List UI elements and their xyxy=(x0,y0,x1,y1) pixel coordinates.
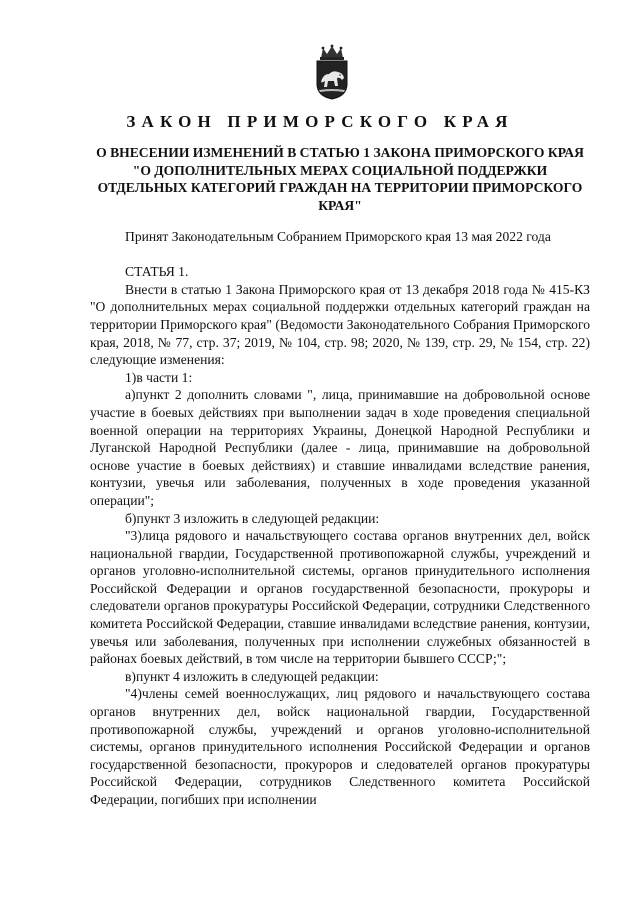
law-title: ЗАКОН ПРИМОРСКОГО КРАЯ xyxy=(126,112,514,131)
item-b: б)пункт 3 изложить в следующей редакции: xyxy=(125,510,380,526)
item-v: в)пункт 4 изложить в следующей редакции: xyxy=(125,668,379,684)
item-a: а)пункт 2 дополнить словами ", лица, принимавшие на добровольной основе участие в боевых действиях при выполнении задач в ходе проведения специальной военной операции на территориях Украины, Донецкой Народной Республики и Луганской Народной Республики (далее - лица, принимавшие на добровольной основе участие в боевых действиях) и ставшие инвалидами вследствие ранения, контузии, увечья или заболевания, полученных в ходе проведения указанной операции"; xyxy=(90,387,590,508)
item-b-text: "3)лица рядового и начальствующего состава органов внутренних дел, войск национальной гвардии, Государственной противопожарной службы, учреждений и органов уголовно-исполнительной системы, органов принудительного исполнения Российской Федерации и органов государственной безопасности, прокуроры и следователи органов прокуратуры Российской Федерации, сотрудники Следственного комитета Российской Федерации, ставшие инвалидами вследствие ранения, контузии, увечья или заболевания, полученных при исполнении служебных обязанностей в районах боевых действий, в том числе на территории бывшего СССР;"; xyxy=(90,528,590,667)
item-v-text: "4)члены семей военнослужащих, лиц рядового и начальствующего состава органов внутренних дел, войск национальной гвардии, Государственной противопожарной службы, учреждений и органов уголовно-исполнительной системы, органов принудительного исполнения Российской Федерации и органов государственной безопасности, прокуроров и следователей органов прокуратуры Российской Федерации, сотрудников Следственного комитета Российской Федерации, погибших при исполнении xyxy=(90,686,590,807)
article-intro: Внести в статью 1 Закона Приморского края от 13 декабря 2018 года № 415-КЗ "О дополнительных мерах социальной поддержки отдельных категорий граждан на территории Приморского края" (Ведомости Законодательного Собрания Приморского края, 2018, № 77, стр. 37; 2019, № 104, стр. 98; 2020, № 139, стр. 29, № 154, стр. 22) следующие изменения: xyxy=(90,281,590,368)
coat-of-arms-icon xyxy=(313,44,351,100)
law-subtitle: О ВНЕСЕНИИ ИЗМЕНЕНИЙ В СТАТЬЮ 1 ЗАКОНА ПРИМОРСКОГО КРАЯ "О ДОПОЛНИТЕЛЬНЫХ МЕРАХ СОЦИАЛЬНОЙ ПОДДЕРЖКИ ОТДЕЛЬНЫХ КАТЕГОРИЙ ГРАЖДАН НА ТЕРРИТОРИИ ПРИМОРСКОГО КРАЯ" xyxy=(96,145,584,213)
document-body xyxy=(90,228,590,809)
article-heading: СТАТЬЯ 1. xyxy=(125,264,189,280)
part-1-heading: 1)в части 1: xyxy=(125,369,193,385)
adoption-note: Принят Законодательным Собранием Приморского края 13 мая 2022 года xyxy=(125,229,551,244)
